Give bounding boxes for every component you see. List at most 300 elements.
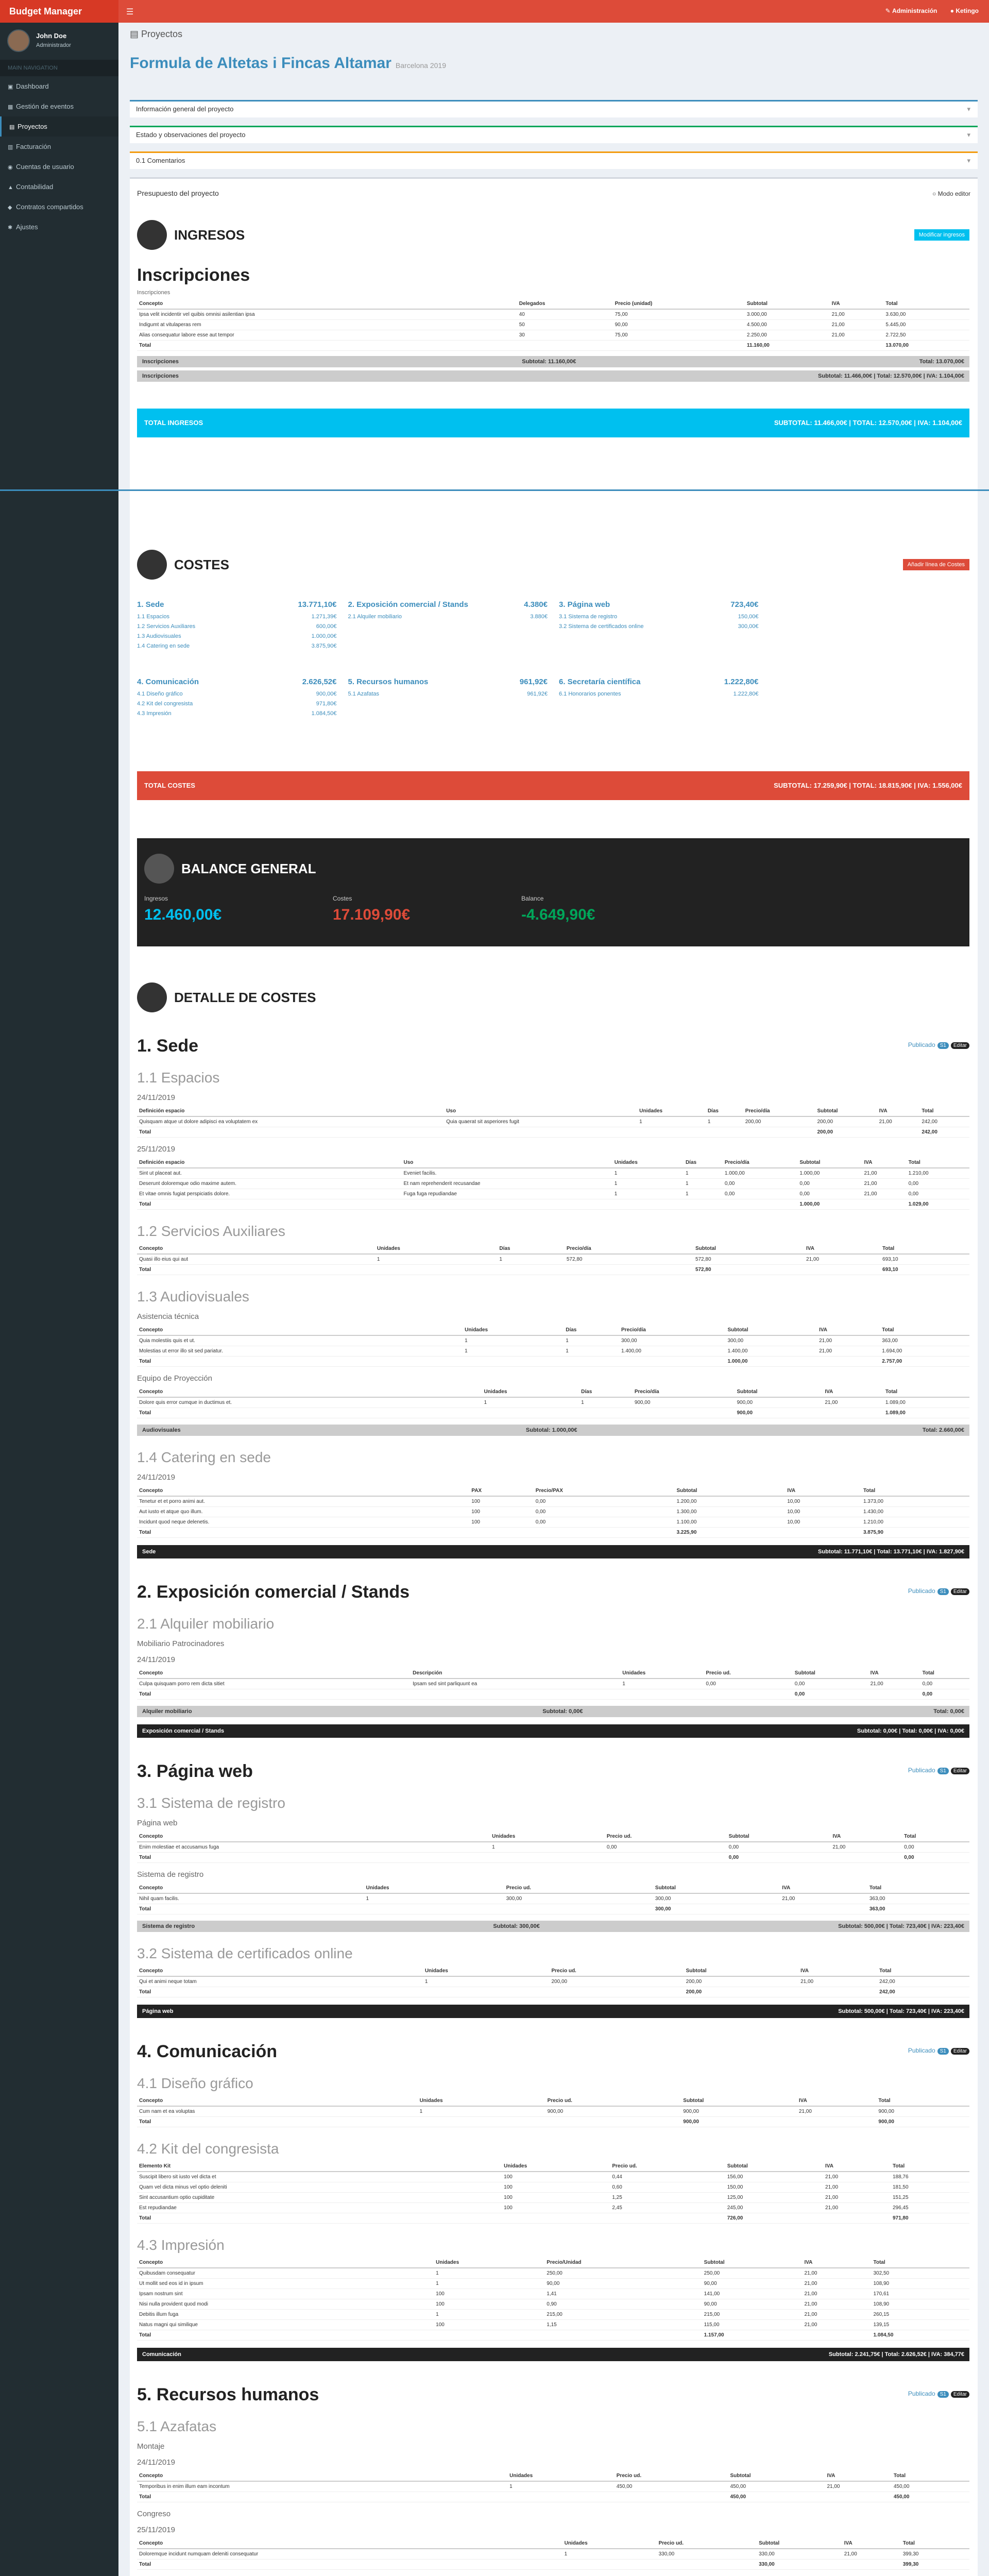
table-cell: Tenetur et et porro animi aut. (137, 1496, 469, 1507)
inscripciones-title: Inscripciones (137, 265, 250, 285)
table-cell: 1,15 (544, 2320, 702, 2330)
table-cell (482, 1408, 579, 1418)
azafatas-table-2 (137, 2538, 969, 2570)
registro-label: Sistema de registro (137, 1870, 204, 1879)
catering-title: 1.4 Catering en sede (137, 1449, 271, 1465)
editor-mode-toggle[interactable]: ○ Modo editor (932, 190, 970, 197)
table-cell: Alias consequatur labore esse aut tempor (137, 330, 517, 341)
coste-subcategory[interactable] (137, 689, 337, 699)
column-header: Unidades (418, 2096, 545, 2106)
table-cell: 1 (497, 1254, 565, 1265)
table-total-row (137, 1853, 969, 1863)
coste-subcategory[interactable] (348, 612, 548, 622)
table-cell: Total (137, 1853, 490, 1863)
table-header-row (137, 1244, 969, 1254)
table-cell (364, 1904, 504, 1914)
table-cell: 21,00 (802, 2310, 871, 2320)
column-header: Concepto (137, 1244, 375, 1254)
table-cell (780, 1904, 867, 1914)
table-cell: 10,00 (785, 1517, 861, 1528)
column-header: Subtotal (681, 2096, 797, 2106)
comunicacion-title-wrap (137, 2042, 969, 2062)
table-cell: Et vitae omnis fugiat perspiciatis dolore. (137, 1189, 402, 1199)
table-cell: 108,90 (871, 2279, 969, 2289)
table-cell: 215,00 (702, 2310, 803, 2320)
sidebar-item-contabilidad[interactable]: ▲ Contabilidad (8, 183, 54, 191)
table-cell: 0,00 (534, 1496, 675, 1507)
table-cell: 21,00 (830, 309, 884, 320)
table-row (137, 1189, 969, 1199)
table-row (137, 2203, 969, 2213)
coste-category-value: 723,40€ (730, 600, 759, 609)
column-header: IVA (823, 1387, 883, 1397)
table-cell (545, 2117, 681, 2127)
bar-total: Subtotal: 2.241,75€ | Total: 2.626,52€ | IVA: 384,77€ (828, 2351, 964, 2358)
table-cell: Fuga fuga repudiandae (402, 1189, 612, 1199)
detalle-heading: DETALLE DE COSTES (137, 982, 969, 1012)
coste-subcategory[interactable] (137, 699, 337, 709)
menu-toggle-icon[interactable]: ☰ (126, 8, 134, 16)
table-row (137, 1517, 969, 1528)
table-cell: 242,00 (919, 1127, 969, 1138)
table-cell: 21,00 (802, 2289, 871, 2299)
accordion-estado[interactable]: Estado y observaciones del proyecto ▾ (130, 126, 978, 143)
table-cell: 1.157,00 (702, 2330, 803, 2341)
date-label: 24/11/2019 (137, 1655, 175, 1664)
table-cell: 1 (620, 1679, 704, 1689)
sidebar-item-eventos[interactable]: ▦ Gestión de eventos (8, 103, 74, 110)
table-cell: Total (137, 2330, 434, 2341)
table-header-row (137, 1486, 969, 1496)
table-cell: 363,00 (867, 1904, 969, 1914)
column-header: Uso (402, 1158, 612, 1168)
column-header: Precio ud. (704, 1668, 792, 1679)
table-cell: 21,00 (830, 320, 884, 330)
table-cell: 300,00 (725, 1335, 817, 1346)
table-cell (797, 2117, 877, 2127)
bar-label: Exposición comercial / Stands (142, 1728, 224, 1734)
servicios-table (137, 1244, 969, 1275)
table-cell: 900,00 (633, 1397, 735, 1408)
table-cell: 0,00 (727, 1853, 831, 1863)
table-cell: Total (137, 341, 517, 351)
table-cell: Total (137, 1528, 469, 1538)
table-cell: 21,00 (877, 1116, 920, 1127)
column-header: Total (871, 2258, 969, 2268)
table-cell: 200,00 (815, 1116, 877, 1127)
table-cell: 1 (706, 1116, 743, 1127)
table-cell: 21,00 (817, 1335, 880, 1346)
edit-tag[interactable]: S1 (937, 2048, 949, 2055)
table-cell: Incidunt quod neque delenetis. (137, 1517, 469, 1528)
table-cell: Ipsam nostrum sint (137, 2289, 434, 2299)
published-label: Publicado (908, 1041, 935, 1048)
table-cell: 100 (502, 2193, 610, 2203)
table-cell: 971,80 (891, 2213, 969, 2224)
coste-category-header[interactable] (348, 677, 548, 686)
table-row (137, 1507, 969, 1517)
table-cell (402, 1199, 612, 1210)
sidebar-item-cuentas[interactable]: ◉ Cuentas de usuario (8, 163, 74, 171)
table-cell: 21,00 (830, 1842, 902, 1853)
date-label: 24/11/2019 (137, 1473, 175, 1482)
table-cell: Temporibus in enim illum eam incontum (137, 2481, 507, 2492)
coste-category (770, 600, 970, 657)
table-cell: 21,00 (842, 2549, 901, 2560)
table-cell: Total (137, 1689, 411, 1700)
table-cell: 1.400,00 (619, 1346, 726, 1357)
table-cell: 1 (564, 1346, 619, 1357)
table-cell (684, 1199, 723, 1210)
expo-total-bar (137, 1724, 969, 1738)
table-cell: 900,00 (681, 2117, 797, 2127)
asistencia-label: Asistencia técnica (137, 1312, 199, 1321)
balance-box (137, 838, 969, 946)
table-cell: 1.210,00 (907, 1168, 969, 1179)
column-header: IVA (785, 1486, 861, 1496)
table-cell: Sint accusantium optio cupiditate (137, 2193, 502, 2203)
column-header: Total (867, 1883, 969, 1893)
column-header: Concepto (137, 2258, 434, 2268)
bar-label: Comunicación (142, 2351, 181, 2358)
table-row (137, 2289, 969, 2299)
table-cell: 21,00 (797, 2106, 877, 2117)
column-header: Subtotal (735, 1387, 823, 1397)
table-total-row (137, 1127, 969, 1138)
date-label: 25/11/2019 (137, 2526, 175, 2534)
bar-total: Subtotal: 500,00€ | Total: 723,40€ | IVA: 223,40€ (838, 1923, 964, 1929)
total-costes-bar: TOTAL COSTES SUBTOTAL: 17.259,90€ | TOTAL: 18.815,90€ | IVA: 1.556,00€ (137, 771, 969, 800)
table-cell: Total (137, 1127, 444, 1138)
table-cell (463, 1357, 564, 1367)
catering-table (137, 1486, 969, 1538)
column-header: IVA (877, 1106, 920, 1116)
balance-total-value: -4.649,90€ (521, 906, 595, 923)
column-header: Precio/día (619, 1325, 726, 1335)
table-cell (862, 1199, 906, 1210)
table-cell: 1 (364, 1893, 504, 1904)
edit-tag[interactable]: Editar (951, 2048, 969, 2055)
table-header-row (137, 2538, 969, 2549)
table-cell: Quam vel dicta minus vel optio deleniti (137, 2182, 502, 2193)
table-total-row (137, 2213, 969, 2224)
publicado-status[interactable] (908, 2390, 969, 2398)
column-header: Unidades (434, 2258, 544, 2268)
table-cell: 0,00 (723, 1179, 797, 1189)
table-cell (497, 1265, 565, 1275)
table-cell: 1 (418, 2106, 545, 2117)
table-row (137, 1679, 969, 1689)
table-cell: 250,00 (702, 2268, 803, 2279)
table-cell: 450,00 (728, 2481, 825, 2492)
column-header: Días (497, 1244, 565, 1254)
chevron-down-icon: ▾ (967, 157, 970, 164)
table-cell: 100 (469, 1517, 534, 1528)
table-cell: 181,50 (891, 2182, 969, 2193)
costes-section (137, 550, 969, 818)
table-cell: 21,00 (823, 2172, 891, 2182)
table-cell: 1 (562, 2549, 657, 2560)
publicado-status[interactable] (908, 1587, 969, 1595)
column-header: Concepto (137, 1387, 482, 1397)
table-cell: Total (137, 2560, 562, 2570)
column-header: IVA (830, 299, 884, 309)
accordion-info[interactable]: Información general del proyecto ▾ (130, 100, 978, 117)
table-cell: 21,00 (817, 1346, 880, 1357)
table-total-row (137, 2492, 969, 2502)
edit-tag[interactable]: Editar (951, 1768, 969, 1774)
sidebar-item-facturacion[interactable]: ▥ Facturación (8, 143, 51, 150)
user-name: John Doe (36, 32, 67, 40)
table-cell: 245,00 (725, 2203, 823, 2213)
table-cell (706, 1127, 743, 1138)
edit-tag[interactable]: S1 (937, 1042, 949, 1049)
table-cell: Total (137, 1408, 482, 1418)
table-cell (785, 1528, 861, 1538)
table-cell (868, 1689, 920, 1700)
audiovisuales-bar (137, 1425, 969, 1436)
table-cell: 21,00 (802, 2320, 871, 2330)
table-cell: 90,00 (544, 2279, 702, 2289)
column-header: IVA (842, 2538, 901, 2549)
column-header: Subtotal (702, 2258, 803, 2268)
table-cell: Debitis illum fuga (137, 2310, 434, 2320)
navbar-right (874, 7, 979, 14)
table-cell (544, 2330, 702, 2341)
table-row (137, 2299, 969, 2310)
coste-subcategory[interactable] (559, 612, 759, 622)
user-menu[interactable]: ● Ketingo (950, 7, 979, 14)
table-row (137, 2106, 969, 2117)
coste-subcategory[interactable] (559, 622, 759, 632)
table-cell: 100 (434, 2299, 544, 2310)
column-header: Precio/día (565, 1244, 693, 1254)
coste-subcategory[interactable] (348, 689, 548, 699)
column-header: Elemento Kit (137, 2161, 502, 2172)
coste-category-header[interactable] (559, 677, 759, 686)
nav-header: MAIN NAVIGATION (0, 60, 118, 76)
table-cell: Sint ut placeat aut. (137, 1168, 402, 1179)
column-header: Total (883, 299, 969, 309)
published-label: Publicado (908, 2047, 935, 2054)
table-cell (517, 341, 613, 351)
table-cell: Ut mollit sed eos id in ipsum (137, 2279, 434, 2289)
table-header-row (137, 1832, 969, 1842)
column-header: Total (919, 1106, 969, 1116)
rrhh-title: 5. Recursos humanos (137, 2385, 319, 2404)
table-cell: 21,00 (823, 1397, 883, 1408)
table-cell (534, 1528, 675, 1538)
column-header: Concepto (137, 2538, 562, 2549)
sidebar-item-dashboard[interactable]: ▣ Dashboard (8, 82, 49, 90)
column-header: Subtotal (684, 1966, 798, 1976)
column-header: Precio/día (723, 1158, 797, 1168)
table-row (137, 2268, 969, 2279)
table-cell (411, 1689, 620, 1700)
column-header: Concepto (137, 1668, 411, 1679)
coste-sub-name: 1.2 Servicios Auxiliares (137, 623, 196, 630)
publicado-status[interactable] (908, 2047, 969, 2055)
column-header: Unidades (423, 1966, 550, 1976)
column-header: PAX (469, 1486, 534, 1496)
brand-logo[interactable]: Budget Manager (0, 0, 118, 23)
coste-subcategory[interactable] (137, 709, 337, 719)
table-cell: 1 (564, 1335, 619, 1346)
table-cell: 0,00 (797, 1179, 862, 1189)
table-row (137, 1842, 969, 1853)
table-cell: 0,00 (902, 1853, 969, 1863)
column-header: Concepto (137, 1883, 364, 1893)
table-total-row (137, 1904, 969, 1914)
balance-ingresos-value: 12.460,00€ (144, 906, 222, 923)
coste-sub-value: 1.222,80€ (733, 691, 759, 697)
table-cell: 1.400,00 (725, 1346, 817, 1357)
column-header: Total (883, 1387, 969, 1397)
column-header: Subtotal (693, 1244, 804, 1254)
column-header: Días (684, 1158, 723, 1168)
column-header: Precio ud. (504, 1883, 653, 1893)
column-header: Días (564, 1325, 619, 1335)
edit-tag[interactable]: S1 (937, 1768, 949, 1774)
table-cell: 3.875,90 (861, 1528, 969, 1538)
registro-title: 3.1 Sistema de registro (137, 1795, 285, 1811)
coste-sub-value: 961,92€ (527, 691, 548, 697)
coste-category-header[interactable] (137, 600, 337, 609)
table-cell: 0,90 (544, 2299, 702, 2310)
edit-tag[interactable]: Editar (951, 1588, 969, 1595)
table-cell: 13.070,00 (883, 341, 969, 351)
table-cell (804, 1265, 880, 1275)
column-header: Precio ud. (615, 2471, 728, 2481)
table-cell: Aut iusto et atque quo illum. (137, 1507, 469, 1517)
bar-subtotal: Subtotal: 300,00€ (493, 1923, 540, 1929)
table-row (137, 2481, 969, 2492)
table-cell: 242,00 (877, 1976, 969, 1987)
column-header: Definición espacio (137, 1158, 402, 1168)
table-cell: 900,00 (876, 2106, 969, 2117)
table-cell: 200,00 (815, 1127, 877, 1138)
edit-tag[interactable]: Editar (951, 2391, 969, 2398)
sede-title-wrap (137, 1036, 969, 1056)
modify-ingresos-button[interactable]: Modificar ingresos (914, 229, 969, 241)
divider (0, 489, 989, 491)
sidebar-item-proyectos[interactable]: ▤ Proyectos (0, 116, 118, 137)
coste-sub-name: 1.1 Espacios (137, 614, 169, 620)
table-cell: 1 (507, 2481, 615, 2492)
coste-subcategory[interactable] (137, 612, 337, 622)
table-header-row (137, 1966, 969, 1976)
table-cell (469, 1528, 534, 1538)
column-header: IVA (817, 1325, 880, 1335)
column-header: Concepto (137, 2471, 507, 2481)
table-cell: 1 (423, 1976, 550, 1987)
coste-sub-name: 4.1 Diseño gráfico (137, 691, 183, 697)
column-header: Unidades (482, 1387, 579, 1397)
table-cell: Eveniet facilis. (402, 1168, 612, 1179)
folder-icon: ▤ (9, 124, 15, 130)
coste-category-header[interactable] (137, 677, 337, 686)
table-cell: 10,00 (785, 1507, 861, 1517)
montaje-label: Montaje (137, 2442, 165, 2451)
table-cell: Nihil quam facilis. (137, 1893, 364, 1904)
bar-label: Sistema de registro (142, 1923, 195, 1929)
coste-sub-value: 150,00€ (738, 614, 759, 620)
column-header: Unidades (562, 2538, 657, 2549)
admin-link[interactable]: ✎ Administración (885, 7, 937, 14)
column-header: Unidades (364, 1883, 504, 1893)
add-coste-button[interactable]: Añadir línea de Costes (903, 559, 969, 570)
sidebar-item-ajustes[interactable]: ✱ Ajustes (8, 223, 38, 231)
coste-subcategory[interactable] (137, 632, 337, 641)
table-cell: Total (137, 1199, 402, 1210)
table-cell: Ipsa velit incidentir vel quibis omnisi asilentian ipsa (137, 309, 517, 320)
coste-subcategory[interactable] (137, 622, 337, 632)
table-cell: Ipsam sed sint parliquunt ea (411, 1679, 620, 1689)
table-cell (562, 2560, 657, 2570)
table-cell: 1 (375, 1254, 498, 1265)
table-cell: Suscipit libero sit iusto vel dicta et (137, 2172, 502, 2182)
accordion-comentarios[interactable]: 0.1 Comentarios ▾ (130, 151, 978, 169)
table-cell (375, 1265, 498, 1275)
coste-category (770, 677, 970, 734)
table-cell: 125,00 (725, 2193, 823, 2203)
column-header: Total (880, 1325, 969, 1335)
table-cell: 5.445,00 (883, 320, 969, 330)
table-cell: 1.000,00 (725, 1357, 817, 1367)
kit-title: 4.2 Kit del congresista (137, 2141, 279, 2157)
publicado-status[interactable] (908, 1767, 969, 1774)
table-cell: Cum nam et ea voluptas (137, 2106, 418, 2117)
publicado-status[interactable] (908, 1041, 969, 1049)
table-cell: 300,00 (653, 1904, 780, 1914)
coste-category-name: 5. Recursos humanos (348, 677, 429, 686)
edit-tag[interactable]: S1 (937, 2391, 949, 2398)
coste-category-header[interactable] (559, 600, 759, 609)
column-header: IVA (780, 1883, 867, 1893)
coste-subcategory[interactable] (137, 641, 337, 651)
coste-category-header[interactable] (348, 600, 548, 609)
edit-tag[interactable]: S1 (937, 1588, 949, 1595)
coste-sub-value: 1.271,39€ (311, 614, 337, 620)
table-cell: 1 (463, 1335, 564, 1346)
table-total-row (137, 2560, 969, 2570)
table-cell: 21,00 (804, 1254, 880, 1265)
column-header: Unidades (463, 1325, 564, 1335)
table-total-row (137, 1199, 969, 1210)
edit-tag[interactable]: Editar (951, 1042, 969, 1049)
balance-section (137, 838, 969, 952)
table-cell: 1 (434, 2268, 544, 2279)
table-cell: 100 (469, 1496, 534, 1507)
column-header: Concepto (137, 1832, 490, 1842)
coste-sub-value: 600,00€ (316, 623, 337, 630)
coste-subcategory[interactable] (559, 689, 759, 699)
table-total-row (137, 1408, 969, 1418)
congreso-label: Congreso (137, 2510, 171, 2518)
table-cell: 1.000,00 (797, 1168, 862, 1179)
table-cell: 2,45 (610, 2203, 725, 2213)
certificados-table (137, 1966, 969, 1997)
column-header: Total (920, 1668, 969, 1679)
column-header: Precio ud. (610, 2161, 725, 2172)
column-header: Concepto (137, 1966, 423, 1976)
table-cell: Enim molestiae et accusamus fuga (137, 1842, 490, 1853)
table-cell: Indigumt at vitulaperas rem (137, 320, 517, 330)
sidebar-item-contratos[interactable]: ◆ Contratos compartidos (8, 203, 83, 211)
total-ingresos-bar: TOTAL INGRESOS SUBTOTAL: 11.466,00€ | TOTAL: 12.570,00€ | IVA: 1.104,00€ (137, 409, 969, 437)
column-header: Precio ud. (657, 2538, 757, 2549)
mobiliario-title: 2.1 Alquiler mobiliario (137, 1616, 275, 1632)
